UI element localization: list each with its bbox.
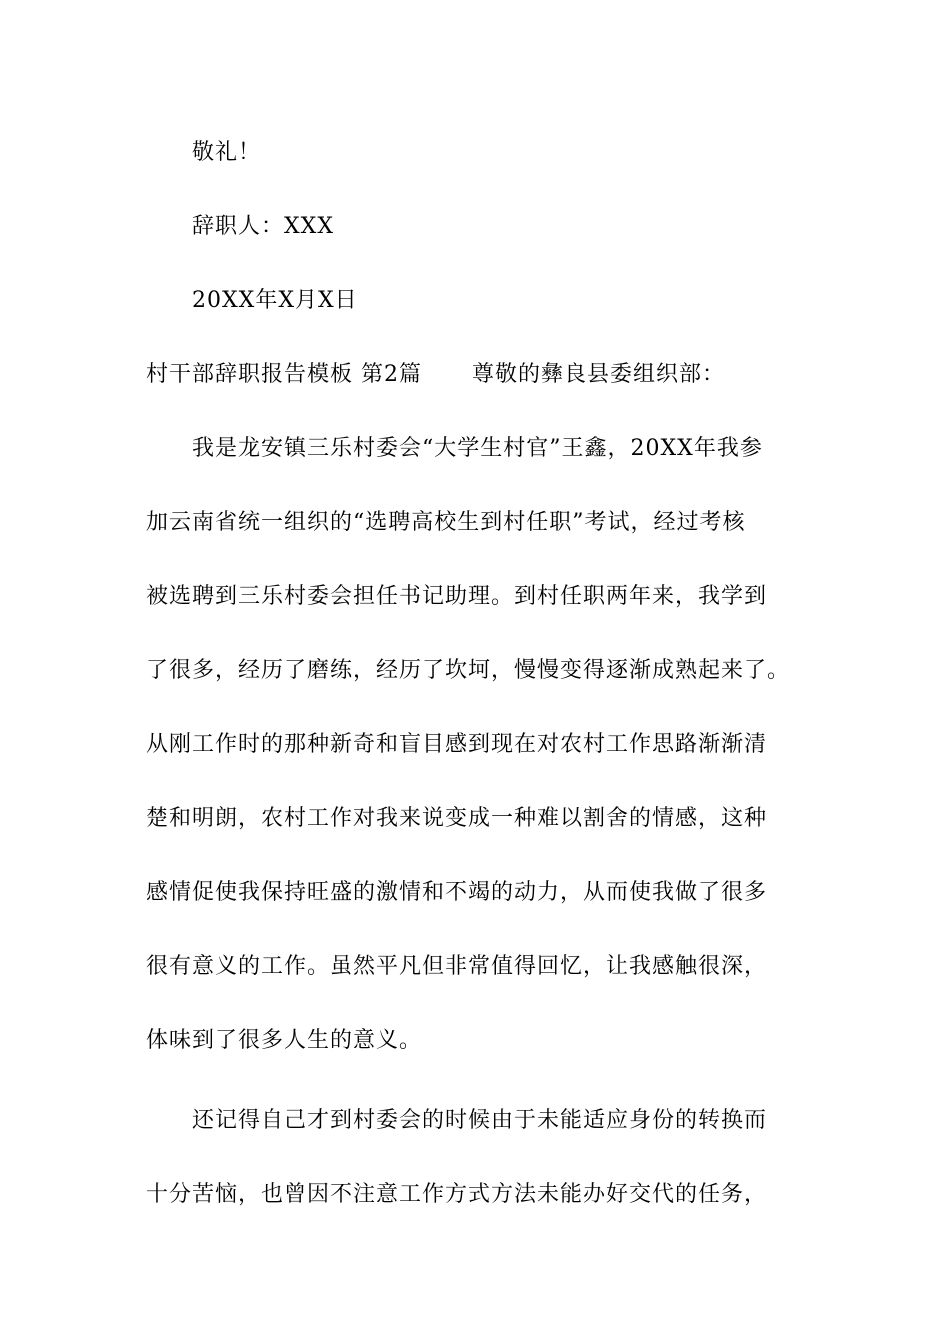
paragraph-1-line-7: 感情促使我保持旺盛的激情和不竭的动力，从而使我做了很多 [146,880,768,905]
paragraph-1-line-8: 很有意义的工作。虽然平凡但非常值得回忆，让我感触很深， [146,954,768,979]
paragraph-2-line-1: 还记得自己才到村委会的时候由于未能适应身份的转换而 [192,1108,768,1133]
paragraph-1-line-6: 楚和明朗，农村工作对我来说变成一种难以割舍的情感，这种 [146,806,768,831]
paragraph-1-line-9: 体味到了很多人生的意义。 [146,1028,423,1053]
signer-line: 辞职人：XXX [192,214,334,239]
addressee: 尊敬的彝良县委组织部： [472,362,726,387]
paragraph-2-line-2: 十分苦恼，也曾因不注意工作方式方法未能办好交代的任务， [146,1182,768,1207]
paragraph-1-line-1: 我是龙安镇三乐村委会“大学生村官”王鑫，20XX年我参 [192,436,763,461]
paragraph-1-line-4: 了很多，经历了磨练，经历了坎坷，慢慢变得逐渐成熟起来了。 [146,658,791,683]
paragraph-1-line-3: 被选聘到三乐村委会担任书记助理。到村任职两年来，我学到 [146,584,768,609]
date-line: 20XX年X月X日 [192,288,358,313]
closing-salutation: 敬礼！ [192,140,262,165]
section-heading-line [146,360,836,390]
paragraph-1-line-5: 从刚工作时的那种新奇和盲目感到现在对农村工作思路渐渐清 [146,732,768,757]
section-heading: 村干部辞职报告模板 第2篇 [146,362,422,387]
paragraph-1-line-2: 加云南省统一组织的“选聘高校生到村任职”考试，经过考核 [146,510,746,535]
